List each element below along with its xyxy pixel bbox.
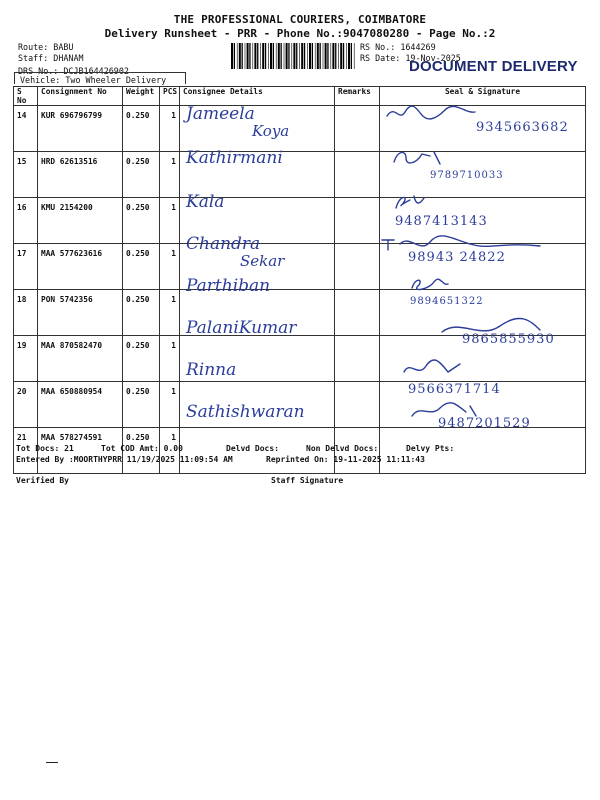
signature-icon	[390, 190, 510, 214]
barcode-bar	[332, 43, 334, 69]
col-weight: Weight	[123, 87, 160, 106]
table-row	[14, 428, 586, 474]
signature-icon	[410, 400, 530, 424]
barcode-bar	[296, 43, 297, 69]
cell-sno: 21	[14, 428, 38, 474]
phone-handwriting: 98943 24822	[408, 250, 506, 265]
barcode-bar	[253, 43, 254, 69]
cell-consignment: KUR 696796799	[38, 106, 123, 152]
barcode-bar	[343, 43, 344, 69]
cell-sno: 14	[14, 106, 38, 152]
cell-weight: 0.250	[123, 152, 160, 198]
total-docs: Tot Docs: 21	[16, 444, 74, 453]
reprinted-on: Reprinted On: 19-11-2025 11:11:43	[266, 455, 425, 464]
barcode-bar	[293, 43, 295, 69]
barcode-bar	[257, 43, 258, 69]
phone-handwriting: 9894651322	[410, 296, 484, 307]
cell-remarks	[335, 336, 380, 382]
barcode-bar	[304, 43, 305, 69]
col-pcs: PCS	[160, 87, 180, 106]
barcode-bar	[327, 43, 328, 69]
cell-remarks	[335, 382, 380, 428]
col-sno: S No	[14, 87, 38, 106]
cell-pcs: 1	[160, 382, 180, 428]
phone-handwriting: 9487201529	[438, 416, 531, 431]
barcode-bar	[312, 43, 313, 69]
vehicle-label: Vehicle: Two Wheeler Delivery	[20, 75, 167, 85]
consignee-handwriting: Chandra	[186, 234, 261, 254]
cell-consignment: HRD 62613516	[38, 152, 123, 198]
route-label: Route: BABU	[18, 42, 74, 52]
barcode-bar	[317, 43, 319, 69]
cell-remarks	[335, 198, 380, 244]
barcode-bar	[265, 43, 266, 69]
barcode	[231, 43, 356, 69]
consignee-handwriting: PalaniKumar	[186, 318, 297, 338]
cell-remarks	[335, 244, 380, 290]
cell-pcs: 1	[160, 152, 180, 198]
barcode-bar	[268, 43, 269, 69]
consignee-handwriting: Sathishwaran	[186, 402, 305, 422]
barcode-bar	[254, 43, 256, 69]
barcode-bar	[249, 43, 250, 69]
cell-consignment: MAA 577623616	[38, 244, 123, 290]
col-signature: Seal & Signature	[380, 87, 586, 106]
cell-sno: 17	[14, 244, 38, 290]
signature-icon	[380, 232, 500, 256]
signature-icon	[390, 146, 510, 170]
signature-icon	[385, 102, 505, 126]
cell-remarks	[335, 290, 380, 336]
page-mark	[46, 762, 58, 763]
cell-pcs: 1	[160, 290, 180, 336]
barcode-bar	[278, 43, 280, 69]
consignee-handwriting: Kala	[186, 192, 225, 212]
phone-handwriting: 9487413143	[395, 214, 488, 229]
phone-handwriting: 9566371714	[408, 382, 501, 397]
delivered-docs: Delvd Docs:	[226, 444, 279, 453]
barcode-bar	[288, 43, 289, 69]
non-delivered-docs: Non Delvd Docs:	[306, 444, 379, 453]
barcode-bar	[331, 43, 332, 69]
barcode-bar	[309, 43, 311, 69]
barcode-bar	[284, 43, 285, 69]
barcode-bar	[247, 43, 249, 69]
barcode-bar	[292, 43, 293, 69]
barcode-bar	[239, 43, 241, 69]
cell-remarks	[335, 106, 380, 152]
barcode-bar	[262, 43, 264, 69]
cell-consignment: PON 5742356	[38, 290, 123, 336]
phone-handwriting: 9865855930	[462, 332, 555, 347]
col-consignee: Consignee Details	[180, 87, 335, 106]
cell-pcs: 1	[160, 106, 180, 152]
barcode-bar	[338, 43, 339, 69]
barcode-bar	[260, 43, 261, 69]
runsheet-subtitle: Delivery Runsheet - PRR - Phone No.:9047080280 - Page No.:2	[104, 27, 496, 40]
signature-icon	[408, 274, 528, 298]
consignee-handwriting-line2: Sekar	[240, 252, 285, 270]
barcode-bar	[237, 43, 238, 69]
barcode-bar	[234, 43, 235, 69]
staff-label: Staff: DHANAM	[18, 53, 84, 63]
barcode-bar	[323, 43, 324, 69]
barcode-bar	[307, 43, 308, 69]
consignee-handwriting-line2: Koya	[252, 122, 290, 140]
barcode-bar	[281, 43, 282, 69]
cell-weight: 0.250	[123, 198, 160, 244]
cell-pcs: 1	[160, 198, 180, 244]
barcode-bar	[320, 43, 321, 69]
delivery-points: Delvy Pts:	[406, 444, 455, 453]
consignee-handwriting: Parthiban	[186, 276, 271, 296]
cell-pcs: 1	[160, 428, 180, 474]
barcode-bar	[315, 43, 316, 69]
signature-icon	[440, 316, 560, 340]
cell-weight: 0.250	[123, 382, 160, 428]
cell-consignment: MAA 578274591	[38, 428, 123, 474]
entered-by: Entered By :MOORTHYPRR 11/19/2025 11:09:54 AM	[16, 455, 233, 464]
drs-number: DRS No.: DCJB164426902	[18, 66, 129, 76]
cell-pcs: 1	[160, 336, 180, 382]
consignee-handwriting: Kathirmani	[186, 148, 283, 168]
signature-icon	[400, 358, 520, 382]
barcode-bar	[242, 43, 243, 69]
barcode-bar	[231, 43, 233, 69]
phone-handwriting: 9345663682	[476, 120, 569, 135]
barcode-bar	[351, 43, 352, 69]
cell-sno: 15	[14, 152, 38, 198]
barcode-bar	[348, 43, 350, 69]
barcode-bar	[273, 43, 274, 69]
cell-consignment: KMU 2154200	[38, 198, 123, 244]
barcode-bar	[354, 43, 355, 69]
cell-sno: 20	[14, 382, 38, 428]
cell-weight: 0.250	[123, 428, 160, 474]
document-delivery-stamp: DOCUMENT DELIVERY	[409, 58, 578, 75]
cell-weight: 0.250	[123, 244, 160, 290]
rs-date: RS Date: 19-Nov-2025	[360, 53, 461, 63]
barcode-bar	[276, 43, 277, 69]
barcode-bar	[335, 43, 336, 69]
staff-signature-label: Staff Signature	[271, 476, 344, 485]
col-remarks: Remarks	[335, 87, 380, 106]
cell-pcs: 1	[160, 244, 180, 290]
cell-remarks	[335, 152, 380, 198]
verified-by: Verified By	[16, 476, 69, 485]
cell-weight: 0.250	[123, 106, 160, 152]
col-consignment: Consignment No	[38, 87, 123, 106]
barcode-bar	[245, 43, 246, 69]
barcode-bar	[286, 43, 288, 69]
cell-consignment: MAA 870582470	[38, 336, 123, 382]
cell-weight: 0.250	[123, 290, 160, 336]
phone-handwriting: 9789710033	[430, 170, 504, 181]
rs-number: RS No.: 1644269	[360, 42, 436, 52]
barcode-bar	[340, 43, 342, 69]
barcode-bar	[325, 43, 327, 69]
consignee-handwriting: Jameela	[186, 104, 255, 124]
barcode-bar	[299, 43, 300, 69]
cell-consignment: MAA 650880954	[38, 382, 123, 428]
total-cod: Tot COD Amt: 0.00	[101, 444, 183, 453]
barcode-bar	[301, 43, 303, 69]
company-title: THE PROFESSIONAL COURIERS, COIMBATORE	[173, 13, 427, 26]
cell-weight: 0.250	[123, 336, 160, 382]
barcode-bar	[346, 43, 347, 69]
cell-sno: 19	[14, 336, 38, 382]
consignee-handwriting: Rinna	[186, 360, 237, 380]
cell-sno: 16	[14, 198, 38, 244]
cell-sno: 18	[14, 290, 38, 336]
barcode-bar	[270, 43, 272, 69]
